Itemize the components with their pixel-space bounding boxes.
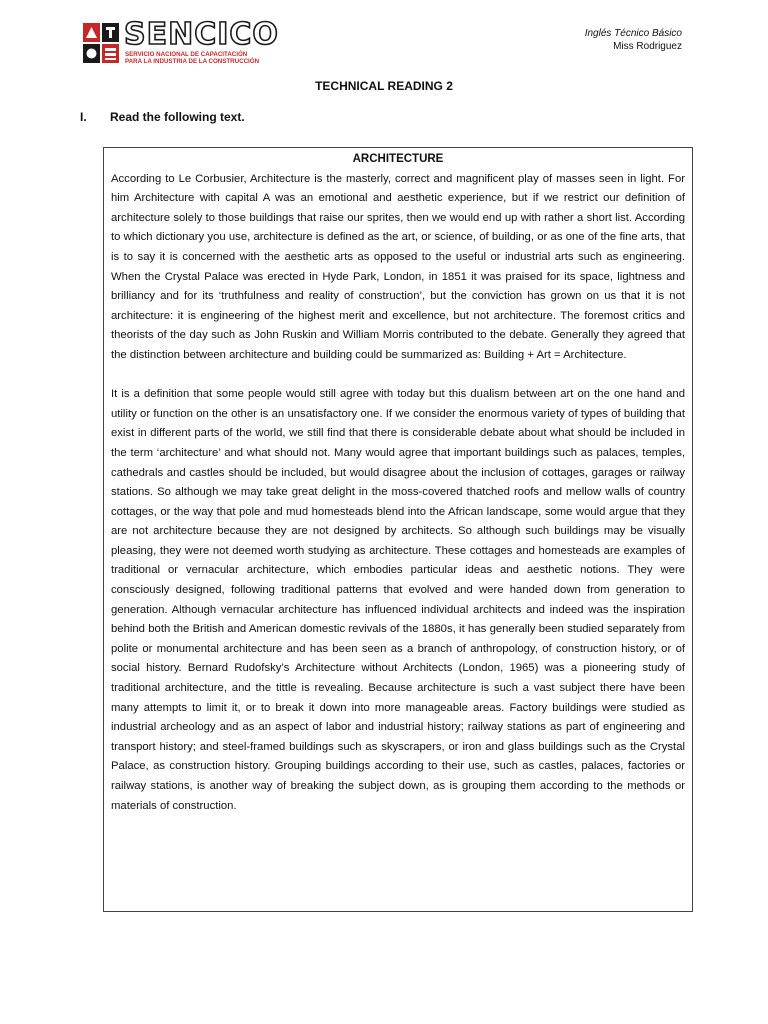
logo-subtitle [125, 51, 259, 65]
document-title: TECHNICAL READING 2 [315, 79, 453, 93]
logo-wordmark: SENCICO [124, 17, 279, 52]
teacher-name: Miss Rodriguez [613, 41, 682, 52]
instruction [80, 110, 245, 124]
instruction-number: I. [80, 110, 87, 124]
reading-paragraph-2: It is a definition that some people would still agree with today but this dualism between art on the one hand and utility or function on the other is an unsatisfactory one. If we consider the enormous variety of types of building that exist in different parts of the world, we still find that there is considerable debate about what should be included in the term ‘architecture’ and what should not. Many would agree that important buildings such as palaces, temples, cathedrals and castles should be included, but would disagree about the inclusion of cottages, garages or railway stations. So although we may take great delight in the moss-covered thatched roofs and mellow walls of country cottages, or the way that pole and mud homesteads blend into the African landscape, some would argue that they are not architecture because they are not designed by architects. So although such buildings may be visually pleasing, they were not deemed worth studying as architecture. These cottages and homesteads are examples of traditional or vernacular architecture, which embodies particular ideas and aesthetic notions. They were consciously designed, following traditional patterns that evolved and were handed down from generation to generation. Although vernacular architecture has influenced individual architects and indeed was the inspiration behind both the British and American domestic revivals of the 1880s, it has generally been studied separately from polite or monumental architecture and has been seen as a branch of anthropology, of construction history, or of social history. Bernard Rudofsky’s Architecture without Architects (London, 1965) was a pioneering study of traditional architecture, and the tittle is revealing. Because architecture is such a vast subject there have been many attempts to limit it, or to break it down into more manageable areas. Factory buildings were studied as industrial archeology and as an aspect of labor and industrial history; railway stations as part of engineering and transport history; and steel-framed buildings such as skyscrapers, or iron and glass buildings such as the Crystal Palace, as construction history. Grouping buildings according to their use, such as castles, palaces, factories or railway stations, is another way of breaking the subject down, as is grouping them according to the methods or materials of construction. [111, 388, 685, 812]
reading-box [103, 147, 693, 912]
instruction-text: Read the following text. [110, 110, 245, 124]
reading-title: ARCHITECTURE [352, 153, 444, 165]
sencico-emblem-icon [82, 22, 120, 64]
reading-paragraph-1: According to Le Corbusier, Architecture is the masterly, correct and magnificent play of masses seen in light. For him Architecture with capital A was an emotional and aesthetic experience, but if we restrict our definition of architecture solely to those buildings that raise our sprites, then we would end up with rather a short list. According to which dictionary you use, architecture is defined as the art, or science, of building, or as one of the fine arts, that is to say it is concerned with the aesthetic arts as opposed to the useful or industrial arts such as engineering. When the Crystal Palace was erected in Hyde Park, London, in 1851 it was praised for its space, lightness and brilliancy and for its ‘truthfulness and reality of construction’, but the conviction has grown on us that it is not architecture: it is engineering of the highest merit and excellence, but not architecture. The foremost critics and theorists of the day such as John Ruskin and William Morris contributed to the debate. Generally they agreed that the distinction between architecture and building could be summarized as: Building + Art = Architecture. [111, 172, 685, 361]
logo-subtitle-line2: PARA LA INDUSTRIA DE LA CONSTRUCCIÓN [125, 58, 260, 65]
sencico-logo [82, 17, 279, 66]
course-name: Inglés Técnico Básico [584, 28, 682, 39]
logo-subtitle-line1: SERVICIO NACIONAL DE CAPACITACIÓN [125, 51, 248, 58]
header-info [585, 27, 682, 53]
